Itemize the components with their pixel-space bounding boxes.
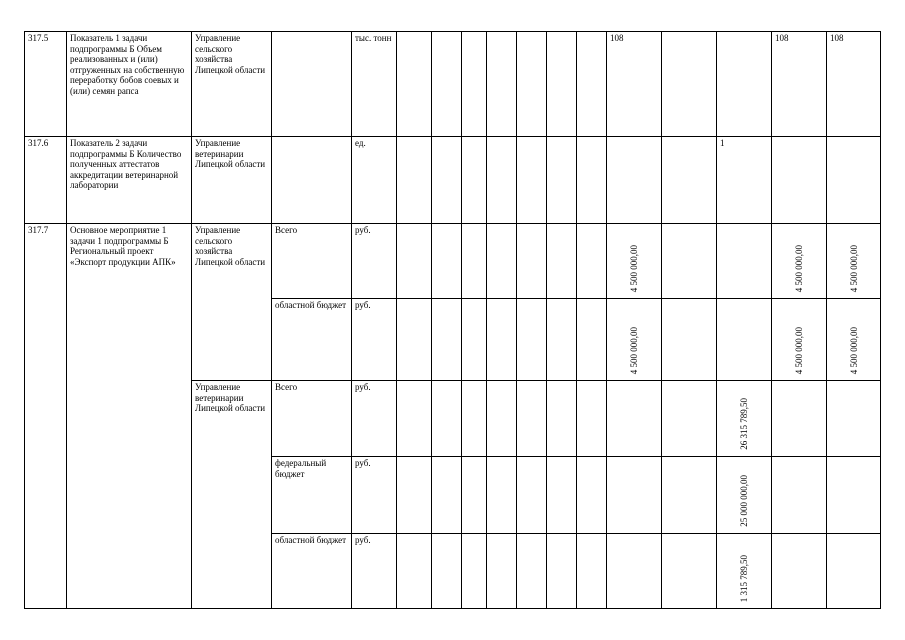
unit: ед. — [352, 137, 397, 224]
empty-cell — [487, 32, 517, 137]
value-cell — [607, 224, 662, 299]
unit: руб. — [352, 224, 397, 299]
value-cell: 108 — [607, 32, 662, 137]
empty-cell — [517, 299, 547, 381]
empty-cell — [717, 32, 772, 137]
value-text: 4 500 000,00 — [793, 244, 804, 292]
indicator-name: Показатель 1 задачи подпрограммы Б Объем реализованных и (или) отгруженных на собственную переработку бобов соевых и (или) семян рапса — [67, 32, 192, 137]
executor: Управление сельского хозяйства Липецкой области — [192, 32, 272, 137]
unit: руб. — [352, 299, 397, 381]
empty-cell — [662, 381, 717, 457]
empty-cell — [517, 534, 547, 609]
executor: Управление ветеринарии Липецкой области — [192, 381, 272, 609]
executor: Управление ветеринарии Липецкой области — [192, 137, 272, 224]
empty-cell — [432, 32, 462, 137]
funding-source: областной бюджет — [272, 534, 352, 609]
empty-cell — [397, 299, 432, 381]
value-cell: 1 — [717, 137, 772, 224]
value-cell — [717, 534, 772, 609]
value-text: 4 500 000,00 — [628, 326, 639, 374]
empty-cell — [772, 381, 827, 457]
budget-table — [24, 31, 881, 609]
value-cell — [772, 224, 827, 299]
empty-cell — [487, 299, 517, 381]
empty-cell — [827, 137, 881, 224]
table-row — [25, 224, 881, 299]
empty-cell — [432, 224, 462, 299]
funding-source: Всего — [272, 381, 352, 457]
empty-cell — [397, 381, 432, 457]
empty-cell — [462, 224, 487, 299]
empty-cell — [607, 381, 662, 457]
empty-cell — [397, 137, 432, 224]
value-text: 4 500 000,00 — [848, 244, 859, 292]
row-number: 317.5 — [25, 32, 67, 137]
empty-cell — [827, 381, 881, 457]
empty-cell — [662, 137, 717, 224]
unit: тыс. тонн — [352, 32, 397, 137]
value-text: 4 500 000,00 — [793, 326, 804, 374]
empty-cell — [607, 534, 662, 609]
value-cell: 108 — [827, 32, 881, 137]
value-cell — [827, 224, 881, 299]
empty-cell — [462, 457, 487, 534]
empty-cell — [432, 381, 462, 457]
empty-cell — [662, 534, 717, 609]
empty-cell — [432, 137, 462, 224]
empty-cell — [662, 32, 717, 137]
empty-cell — [517, 137, 547, 224]
empty-cell — [547, 299, 577, 381]
empty-cell — [462, 137, 487, 224]
empty-cell — [397, 457, 432, 534]
empty-cell — [827, 457, 881, 534]
empty-cell — [577, 224, 607, 299]
empty-cell — [517, 224, 547, 299]
empty-cell — [547, 381, 577, 457]
empty-cell — [547, 224, 577, 299]
empty-cell — [577, 381, 607, 457]
indicator-name: Основное мероприятие 1 задачи 1 подпрограммы Б Региональный проект «Экспорт продукции АПК» — [67, 224, 192, 609]
empty-cell — [547, 137, 577, 224]
empty-cell — [662, 299, 717, 381]
empty-cell — [577, 137, 607, 224]
table-row — [25, 32, 881, 137]
empty-cell — [662, 457, 717, 534]
empty-cell — [577, 534, 607, 609]
empty-cell — [397, 224, 432, 299]
empty-cell — [397, 32, 432, 137]
empty-cell — [772, 457, 827, 534]
value-cell — [607, 299, 662, 381]
empty-cell — [577, 32, 607, 137]
empty-cell — [717, 299, 772, 381]
empty-cell — [717, 224, 772, 299]
executor: Управление сельского хозяйства Липецкой области — [192, 224, 272, 381]
empty-cell — [487, 534, 517, 609]
empty-cell — [577, 457, 607, 534]
empty-cell — [772, 137, 827, 224]
empty-cell — [432, 457, 462, 534]
value-cell — [827, 299, 881, 381]
funding-source: Всего — [272, 224, 352, 299]
value-text: 1 315 789,50 — [738, 554, 749, 602]
value-cell — [717, 457, 772, 534]
funding-source: федеральный бюджет — [272, 457, 352, 534]
funding-source — [272, 32, 352, 137]
empty-cell — [397, 534, 432, 609]
unit: руб. — [352, 457, 397, 534]
value-cell — [772, 299, 827, 381]
empty-cell — [432, 299, 462, 381]
row-number: 317.7 — [25, 224, 67, 609]
row-number: 317.6 — [25, 137, 67, 224]
empty-cell — [547, 457, 577, 534]
empty-cell — [487, 224, 517, 299]
value-cell: 108 — [772, 32, 827, 137]
value-text: 4 500 000,00 — [848, 326, 859, 374]
indicator-name: Показатель 2 задачи подпрограммы Б Количество полученных аттестатов аккредитации ветеринарной лаборатории — [67, 137, 192, 224]
empty-cell — [487, 381, 517, 457]
empty-cell — [547, 32, 577, 137]
value-text: 25 000 000,00 — [738, 475, 749, 527]
value-text: 4 500 000,00 — [628, 244, 639, 292]
funding-source — [272, 137, 352, 224]
empty-cell — [517, 457, 547, 534]
empty-cell — [462, 32, 487, 137]
value-cell — [717, 381, 772, 457]
empty-cell — [662, 224, 717, 299]
table-row — [25, 137, 881, 224]
empty-cell — [517, 32, 547, 137]
unit: руб. — [352, 381, 397, 457]
empty-cell — [517, 381, 547, 457]
empty-cell — [487, 457, 517, 534]
empty-cell — [462, 299, 487, 381]
empty-cell — [432, 534, 462, 609]
empty-cell — [462, 381, 487, 457]
empty-cell — [607, 457, 662, 534]
empty-cell — [487, 137, 517, 224]
empty-cell — [827, 534, 881, 609]
empty-cell — [547, 534, 577, 609]
empty-cell — [607, 137, 662, 224]
empty-cell — [462, 534, 487, 609]
unit: руб. — [352, 534, 397, 609]
empty-cell — [772, 534, 827, 609]
funding-source: областной бюджет — [272, 299, 352, 381]
value-text: 26 315 789,50 — [738, 398, 749, 450]
empty-cell — [577, 299, 607, 381]
